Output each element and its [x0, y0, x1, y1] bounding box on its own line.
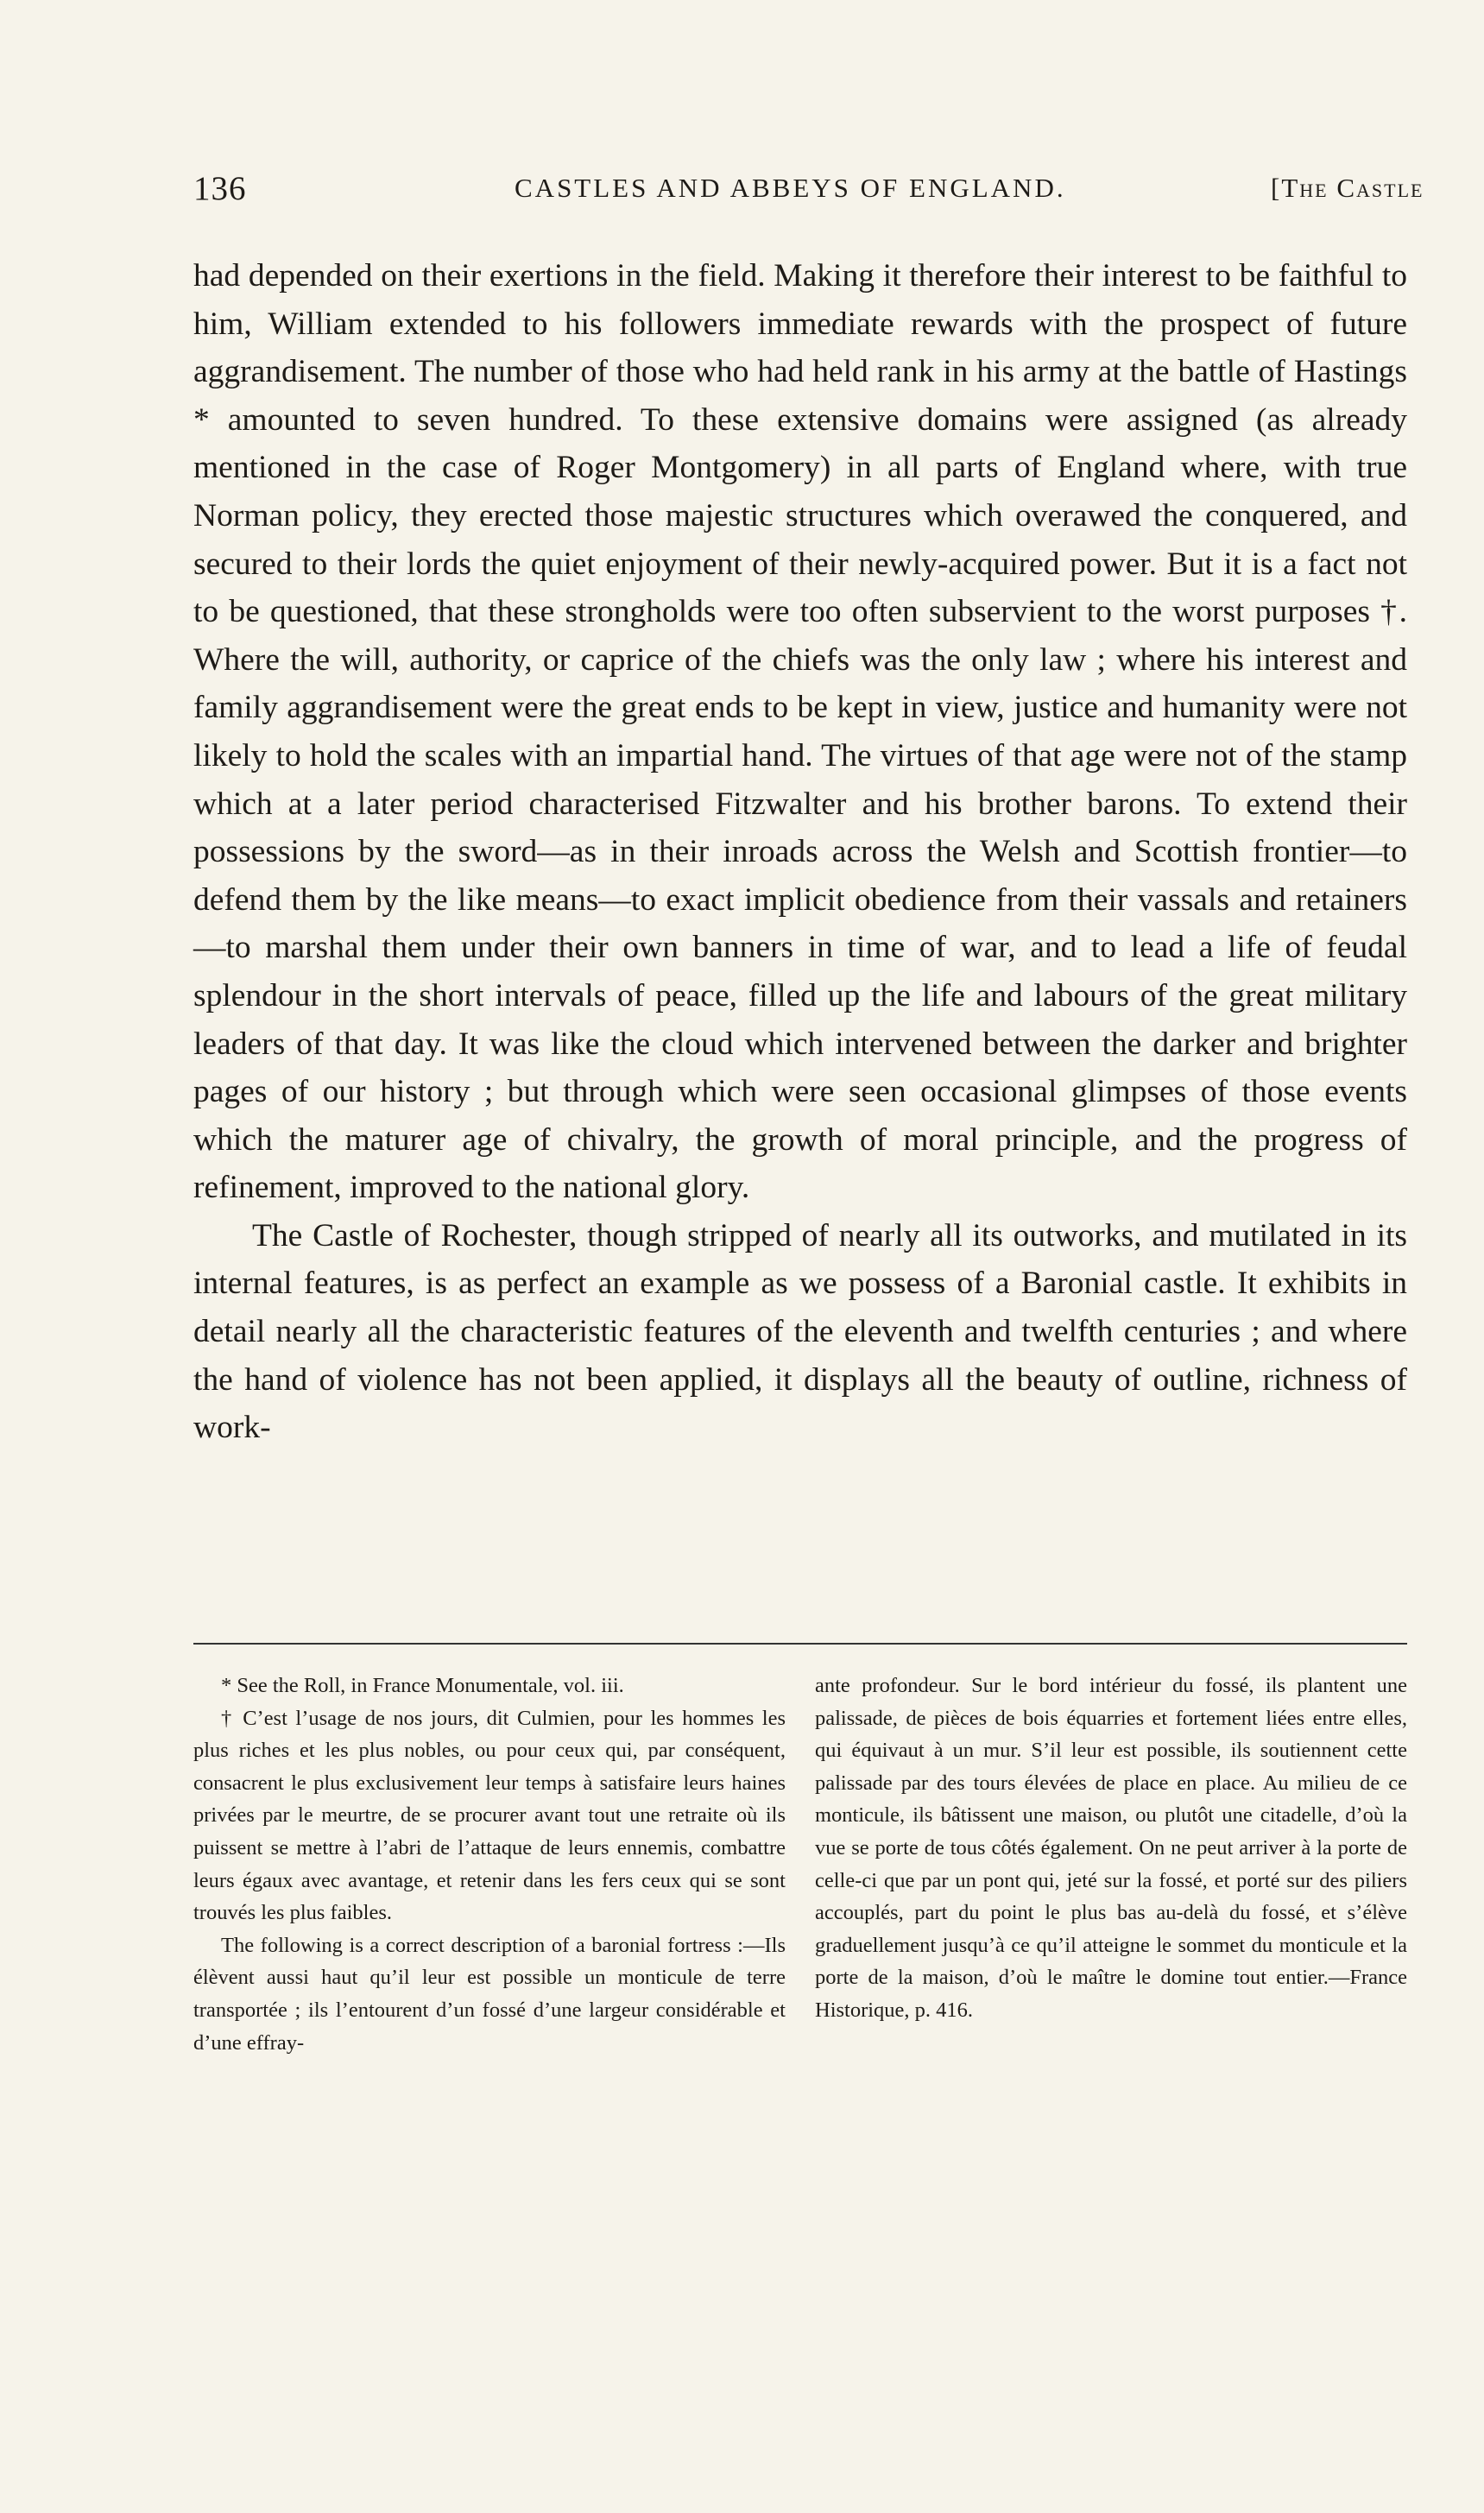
- main-text: [193, 252, 1407, 1452]
- body-paragraph-2: The Castle of Rochester, though stripped of nearly all its outworks, and mutilated in its internal features, is as perfect an example as we possess of a Baronial castle. It exhibits in detail nearly all the characteristic features of the eleventh and twelfth centuries ; and where the hand of violence has not been applied, it displays all the beauty of outline, richness of work-: [193, 1217, 1407, 1446]
- page-header: [193, 169, 1433, 212]
- footnote-1: * See the Roll, in France Monumentale, vol. iii.: [221, 1674, 624, 1697]
- footnote-divider: [193, 1643, 1407, 1645]
- footnote-2: † C’est l’usage de nos jours, dit Culmien, pour les hommes les plus riches et les plus nobles, ou pour ceux qui, par conséquent, consacrent le plus exclusivement leur temps à satisfaire leurs haines privées par le meurtre, de se procurer avant tout une retraite où ils puissent se mettre à l’abri de l’attaque de leurs ennemis, combattre leurs égaux avec avantage, et retenir dans les fers ceux qui se sont trouvés les plus faibles.: [193, 1706, 786, 1925]
- footnotes: [193, 1670, 1407, 2059]
- footnote-column-right: [815, 1670, 1407, 2059]
- running-title: CASTLES AND ABBEYS OF ENGLAND.: [515, 173, 1066, 203]
- running-section: [The Castle: [1271, 173, 1424, 203]
- page-number: 136: [193, 170, 247, 207]
- footnote-column-left: [193, 1670, 786, 2059]
- footnote-3-continued: ante profondeur. Sur le bord intérieur du fossé, ils plantent une palissade, de pièces de bois équarries et fortement liées entre elles, qui équivaut à un mur. S’il leur est possible, ils soutiennent cette palissade par des tours élevées de place en place. Au milieu de ce monticule, ils bâtissent une maison, ou plutôt une citadelle, d’où la vue se porte de tous côtés également. On ne peut arriver à la porte de celle-ci que par un pont qui, jeté sur la fossé, et porté sur des piliers accouplés, part du point le plus bas au-delà du fossé, et s’élève graduellement jusqu’à ce qu’il atteigne le sommet du monticule et la porte de la maison, d’où le maître le domine tout entier.—France Historique, p. 416.: [815, 1674, 1407, 2022]
- body-paragraph-1: had depended on their exertions in the field. Making it therefore their interest to be faithful to him, William extended to his followers immediate rewards with the prospect of future aggrandisement. The number of those who had held rank in his army at the battle of Hastings * amounted to seven hundred. To these extensive domains were assigned (as already mentioned in the case of Roger Montgomery) in all parts of England where, with true Norman policy, they erected those majestic structures which overawed the conquered, and secured to their lords the quiet enjoyment of their newly-acquired power. But it is a fact not to be questioned, that these strongholds were too often subservient to the worst purposes †. Where the will, authority, or caprice of the chiefs was the only law ; where his interest and family aggrandisement were the great ends to be kept in view, justice and humanity were not likely to hold the scales with an impartial hand. The virtues of that age were not of the stamp which at a later period characterised Fitzwalter and his brother barons. To extend their possessions by the sword—as in their inroads across the Welsh and Scottish frontier—to defend them by the like means—to exact implicit obedience from their vassals and retainers—to marshal them under their own banners in time of war, and to lead a life of feudal splendour in the short intervals of peace, filled up the life and labours of the great military leaders of that day. It was like the cloud which intervened between the darker and brighter pages of our history ; but through which were seen occasional glimpses of those events which the maturer age of chivalry, the growth of moral principle, and the progress of refinement, improved to the national glory.: [193, 258, 1407, 1206]
- footnote-3: The following is a correct description of a baronial fortress :—Ils élèvent aussi haut qu’il leur est possible un monticule de terre transportée ; ils l’entourent d’un fossé d’une largeur considérable et d’une effray-: [193, 1933, 786, 2055]
